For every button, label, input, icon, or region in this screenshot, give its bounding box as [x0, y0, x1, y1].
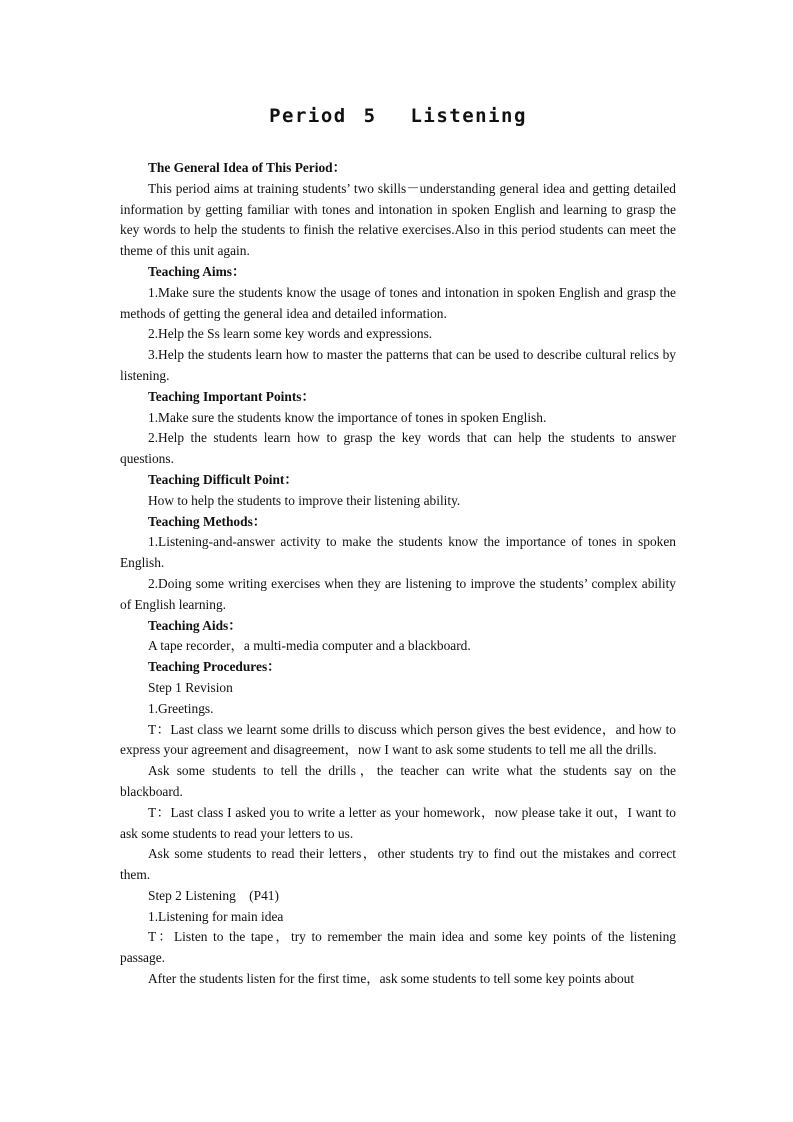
paragraph: 1.Greetings.: [148, 700, 214, 716]
paragraph: Step 1 Revision: [148, 679, 233, 695]
paragraph: Ask some students to tell the drills，the teacher can write what the students say on the blackboard.: [120, 763, 676, 799]
paragraph: T：Last class I asked you to write a letter as your homework，now please take it out，I want to ask some students to read your letters to us.: [120, 804, 676, 841]
paragraph: A tape recorder，a multi-media computer and a blackboard.: [148, 638, 471, 654]
section-heading: Teaching Difficult Point：: [148, 471, 298, 487]
paragraph: 2.Doing some writing exercises when they are listening to improve the students’ complex ability of English learning.: [120, 575, 676, 612]
section-heading: Teaching Aims：: [148, 263, 246, 279]
section-heading: Teaching Methods：: [148, 513, 267, 529]
paragraph: 1.Listening-and-answer activity to make the students know the importance of tones in spoken English.: [120, 534, 676, 571]
document-body: [120, 158, 676, 990]
paragraph: 1.Make sure the students know the usage of tones and intonation in spoken English and grasp the methods of getting the general idea and detailed information.: [120, 284, 676, 321]
paragraph: How to help the students to improve their listening ability.: [148, 492, 461, 508]
document-page: [120, 0, 676, 1122]
paragraph: T：Last class we learnt some drills to discuss which person gives the best evidence，and how to express your agreement and disagreement，now I want to ask some students to tell me all the drills.: [120, 721, 676, 758]
paragraph: Ask some students to read their letters，other students try to find out the mistakes and correct them.: [120, 846, 676, 883]
paragraph: This period aims at training students’ two skills－understanding general idea and getting detailed information by getting familiar with tones and intonation in spoken English and learning to grasp the key words to help the students to finish the relative exercises.Also in this period students can meet the theme of this unit again.: [120, 180, 676, 259]
paragraph: Step 2 Listening (P41): [148, 887, 279, 903]
paragraph: 2.Help the Ss learn some key words and expressions.: [148, 326, 433, 342]
page-title: Period 5 Listening: [269, 105, 527, 127]
section-heading: The General Idea of This Period：: [148, 160, 347, 175]
section-heading: Teaching Aids：: [148, 617, 242, 633]
paragraph: T：Listen to the tape，try to remember the main idea and some key points of the listening passage.: [120, 929, 676, 966]
paragraph: 1.Make sure the students know the importance of tones in spoken English.: [148, 409, 547, 425]
paragraph: 1.Listening for main idea: [148, 908, 284, 924]
paragraph: 2.Help the students learn how to grasp the key words that can help the students to answer questions.: [120, 430, 676, 467]
paragraph: After the students listen for the first time，ask some students to tell some key points about: [148, 971, 635, 987]
section-heading: Teaching Procedures：: [148, 659, 281, 675]
section-heading: Teaching Important Points：: [148, 388, 315, 404]
paragraph: 3.Help the students learn how to master the patterns that can be used to describe cultural relics by listening.: [120, 347, 676, 383]
